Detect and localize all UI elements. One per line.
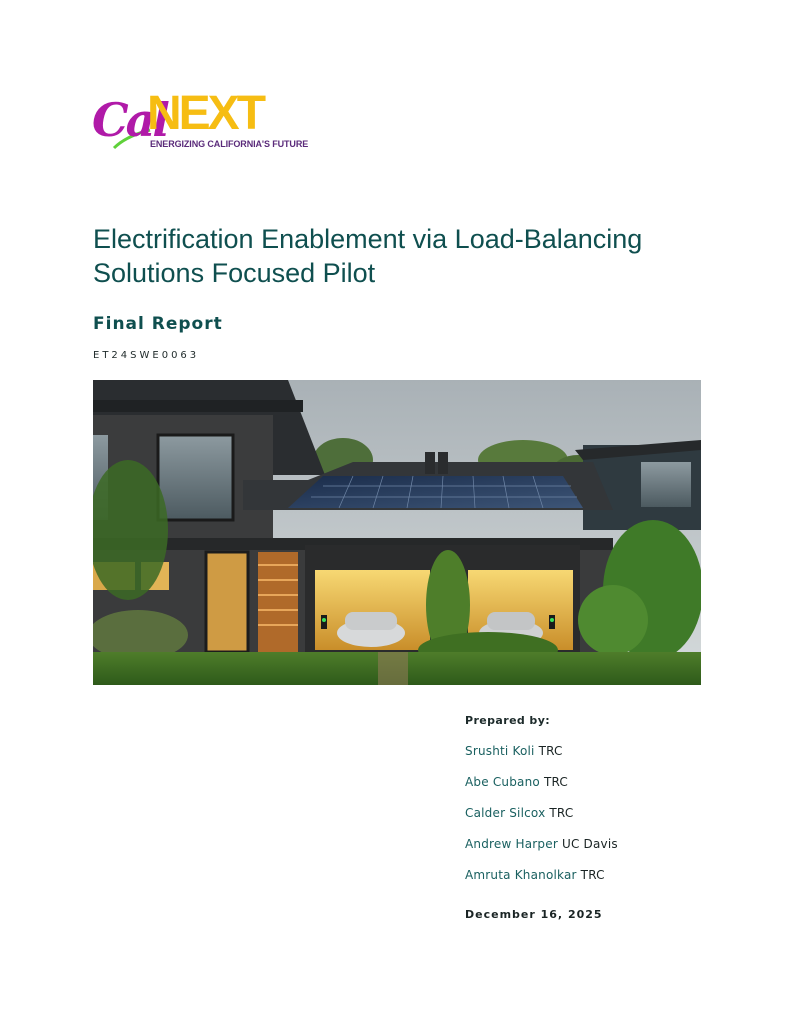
author-entry <box>465 744 618 758</box>
author-org: UC Davis <box>561 837 618 851</box>
author-entry <box>465 868 618 882</box>
author-org: TRC <box>538 744 563 758</box>
author-entry <box>465 775 618 789</box>
hero-image <box>93 380 701 685</box>
report-title: Electrification Enablement via Load-Balancing Solutions Focused Pilot <box>93 224 643 288</box>
report-date: December 16, 2025 <box>465 908 603 921</box>
author-name: Amruta Khanolkar <box>465 868 577 882</box>
author-org: TRC <box>549 806 574 820</box>
logo-tagline: ENERGIZING CALIFORNIA'S FUTURE <box>150 139 309 149</box>
logo-cal-text: Cal <box>92 93 167 147</box>
calnext-logo <box>92 87 312 152</box>
author-name: Srushti Koli <box>465 744 535 758</box>
report-subtitle: Final Report <box>93 314 223 334</box>
author-name: Calder Silcox <box>465 806 546 820</box>
house-illustration <box>93 380 701 685</box>
prepared-by-label: Prepared by: <box>465 714 551 727</box>
logo-next-text: NEXT <box>147 87 264 140</box>
author-name: Abe Cubano <box>465 775 540 789</box>
author-entry <box>465 806 618 820</box>
report-code: ET24SWE0063 <box>93 350 200 361</box>
author-org: TRC <box>543 775 569 789</box>
author-org: TRC <box>580 868 605 882</box>
prepared-by-block <box>465 714 618 899</box>
author-name: Andrew Harper <box>465 837 558 851</box>
author-entry <box>465 837 618 851</box>
